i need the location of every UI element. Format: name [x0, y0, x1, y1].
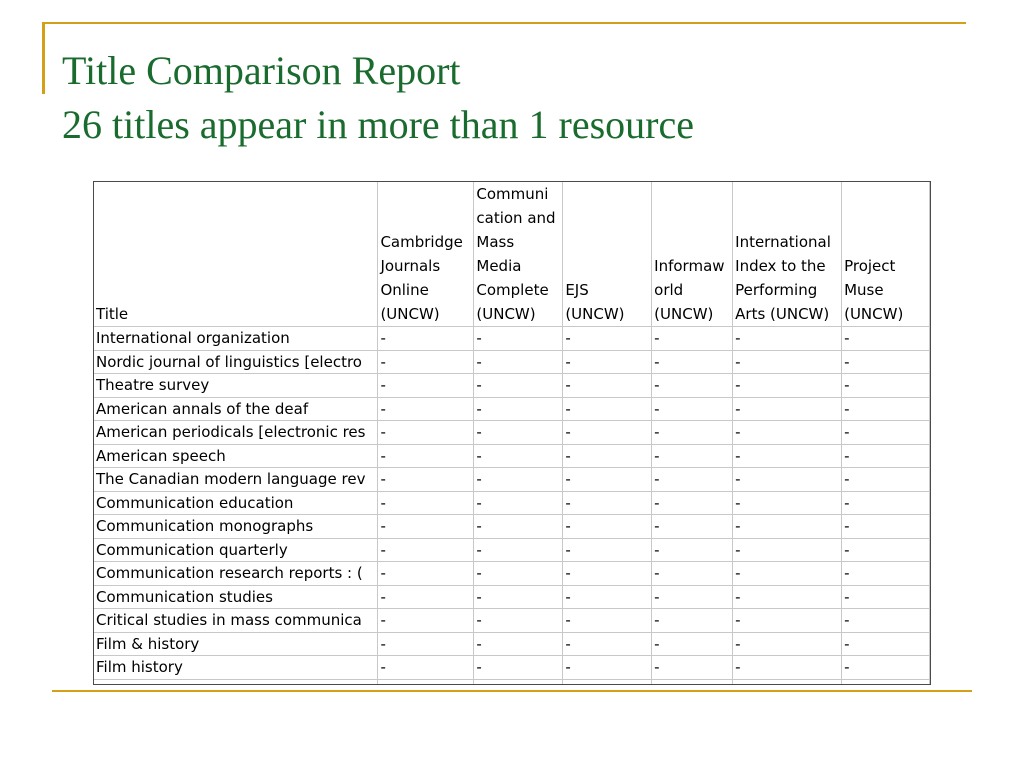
- table-row: [94, 421, 930, 445]
- resource-cell: -: [842, 444, 930, 468]
- resource-cell: -: [842, 468, 930, 492]
- resource-cell: -: [733, 397, 842, 421]
- table-row: [94, 444, 930, 468]
- resource-cell: -: [842, 350, 930, 374]
- column-header-informaworld: Informaw orld (UNCW): [652, 182, 733, 327]
- resource-cell: -: [474, 609, 563, 633]
- column-header-cambridge-journals-online: Cambridge Journals Online (UNCW): [378, 182, 474, 327]
- resource-cell: -: [378, 421, 474, 445]
- resource-cell: -: [652, 374, 733, 398]
- resource-cell: -: [842, 609, 930, 633]
- resource-cell: -: [378, 491, 474, 515]
- resource-cell: -: [563, 444, 652, 468]
- column-header-international-index-performing-arts: International Index to the Performing Arts (UNCW): [733, 182, 842, 327]
- resource-cell: -: [474, 562, 563, 586]
- table-row: [94, 585, 930, 609]
- empty-cell: [94, 679, 378, 685]
- title-cell: Communication studies: [94, 585, 378, 609]
- title-cell: Film & history: [94, 632, 378, 656]
- title-cell: International organization: [94, 327, 378, 351]
- resource-cell: -: [733, 515, 842, 539]
- column-header-project-muse: Project Muse (UNCW): [842, 182, 930, 327]
- resource-cell: -: [563, 656, 652, 680]
- title-comparison-table: [94, 182, 930, 685]
- resource-cell: -: [378, 585, 474, 609]
- resource-cell: -: [474, 632, 563, 656]
- resource-cell: -: [474, 444, 563, 468]
- resource-cell: -: [378, 468, 474, 492]
- resource-cell: -: [733, 632, 842, 656]
- resource-cell: -: [733, 444, 842, 468]
- resource-cell: -: [474, 656, 563, 680]
- resource-cell: -: [378, 609, 474, 633]
- resource-cell: -: [733, 421, 842, 445]
- table-row: [94, 397, 930, 421]
- resource-cell: -: [563, 350, 652, 374]
- resource-cell: -: [378, 632, 474, 656]
- resource-cell: -: [563, 562, 652, 586]
- resource-cell: -: [563, 491, 652, 515]
- resource-cell: -: [733, 468, 842, 492]
- resource-cell: -: [652, 656, 733, 680]
- resource-cell: -: [733, 585, 842, 609]
- resource-cell: -: [563, 515, 652, 539]
- resource-cell: -: [563, 397, 652, 421]
- resource-cell: -: [563, 327, 652, 351]
- resource-cell: -: [652, 585, 733, 609]
- resource-cell: -: [563, 609, 652, 633]
- resource-cell: -: [378, 327, 474, 351]
- empty-cell: [733, 679, 842, 685]
- resource-cell: -: [733, 491, 842, 515]
- resource-cell: -: [563, 585, 652, 609]
- resource-cell: -: [378, 656, 474, 680]
- resource-cell: -: [378, 374, 474, 398]
- empty-cell: [842, 679, 930, 685]
- resource-cell: -: [474, 397, 563, 421]
- table-row: [94, 656, 930, 680]
- resource-cell: -: [378, 538, 474, 562]
- table-row: [94, 350, 930, 374]
- empty-cell: [378, 679, 474, 685]
- slide-subtitle-line-2: 26 titles appear in more than 1 resource: [62, 102, 694, 147]
- resource-cell: -: [733, 327, 842, 351]
- resource-cell: -: [378, 444, 474, 468]
- column-header-title: Title: [94, 182, 378, 327]
- title-cell: Communication quarterly: [94, 538, 378, 562]
- resource-cell: -: [563, 468, 652, 492]
- resource-cell: -: [474, 491, 563, 515]
- slide-title: [62, 44, 694, 152]
- resource-cell: -: [842, 397, 930, 421]
- resource-cell: -: [474, 374, 563, 398]
- table-row: [94, 609, 930, 633]
- table-row: [94, 538, 930, 562]
- title-cell: American annals of the deaf: [94, 397, 378, 421]
- resource-cell: -: [842, 538, 930, 562]
- resource-cell: -: [474, 468, 563, 492]
- resource-cell: -: [652, 350, 733, 374]
- slide-title-line-1: Title Comparison Report: [62, 48, 461, 93]
- resource-cell: -: [842, 374, 930, 398]
- resource-cell: -: [842, 515, 930, 539]
- title-cell: American periodicals [electronic res: [94, 421, 378, 445]
- resource-cell: -: [652, 562, 733, 586]
- title-cell: American speech: [94, 444, 378, 468]
- accent-top-rule: [42, 22, 966, 24]
- resource-cell: -: [842, 656, 930, 680]
- spreadsheet-screenshot: [93, 181, 931, 685]
- accent-vertical-rule: [42, 22, 45, 94]
- resource-cell: -: [842, 632, 930, 656]
- resource-cell: -: [652, 397, 733, 421]
- resource-cell: -: [474, 421, 563, 445]
- table-row: [94, 562, 930, 586]
- title-cell: Critical studies in mass communica: [94, 609, 378, 633]
- resource-cell: -: [474, 515, 563, 539]
- resource-cell: -: [563, 632, 652, 656]
- resource-cell: -: [733, 374, 842, 398]
- column-header-ejs: EJS (UNCW): [563, 182, 652, 327]
- title-cell: Communication education: [94, 491, 378, 515]
- resource-cell: -: [652, 515, 733, 539]
- resource-cell: -: [652, 421, 733, 445]
- title-cell: Communication monographs: [94, 515, 378, 539]
- resource-cell: -: [652, 609, 733, 633]
- title-cell: The Canadian modern language rev: [94, 468, 378, 492]
- table-row: [94, 468, 930, 492]
- resource-cell: -: [378, 562, 474, 586]
- resource-cell: -: [842, 421, 930, 445]
- resource-cell: -: [733, 562, 842, 586]
- table-row: [94, 374, 930, 398]
- resource-cell: -: [563, 538, 652, 562]
- table-row: [94, 632, 930, 656]
- resource-cell: -: [474, 350, 563, 374]
- table-filler-row: [94, 679, 930, 685]
- resource-cell: -: [563, 421, 652, 445]
- resource-cell: -: [378, 515, 474, 539]
- resource-cell: -: [652, 538, 733, 562]
- title-cell: Nordic journal of linguistics [electro: [94, 350, 378, 374]
- table-row: [94, 327, 930, 351]
- title-cell: Film history: [94, 656, 378, 680]
- resource-cell: -: [652, 491, 733, 515]
- column-header-communication-mass-media-complete: Communi cation and Mass Media Complete (UNCW): [474, 182, 563, 327]
- table-row: [94, 515, 930, 539]
- header-row: [94, 182, 930, 327]
- title-cell: Theatre survey: [94, 374, 378, 398]
- resource-cell: -: [474, 585, 563, 609]
- empty-cell: [652, 679, 733, 685]
- resource-cell: -: [378, 350, 474, 374]
- resource-cell: -: [842, 327, 930, 351]
- resource-cell: -: [842, 562, 930, 586]
- resource-cell: -: [652, 444, 733, 468]
- resource-cell: -: [652, 327, 733, 351]
- resource-cell: -: [842, 491, 930, 515]
- title-cell: Communication research reports : (: [94, 562, 378, 586]
- empty-cell: [474, 679, 563, 685]
- resource-cell: -: [652, 632, 733, 656]
- resource-cell: -: [474, 538, 563, 562]
- resource-cell: -: [733, 609, 842, 633]
- resource-cell: -: [733, 656, 842, 680]
- resource-cell: -: [474, 327, 563, 351]
- table-row: [94, 491, 930, 515]
- accent-bottom-rule: [52, 690, 972, 692]
- resource-cell: -: [652, 468, 733, 492]
- resource-cell: -: [563, 374, 652, 398]
- resource-cell: -: [733, 538, 842, 562]
- resource-cell: -: [733, 350, 842, 374]
- resource-cell: -: [378, 397, 474, 421]
- empty-cell: [563, 679, 652, 685]
- table-body: [94, 327, 930, 686]
- resource-cell: -: [842, 585, 930, 609]
